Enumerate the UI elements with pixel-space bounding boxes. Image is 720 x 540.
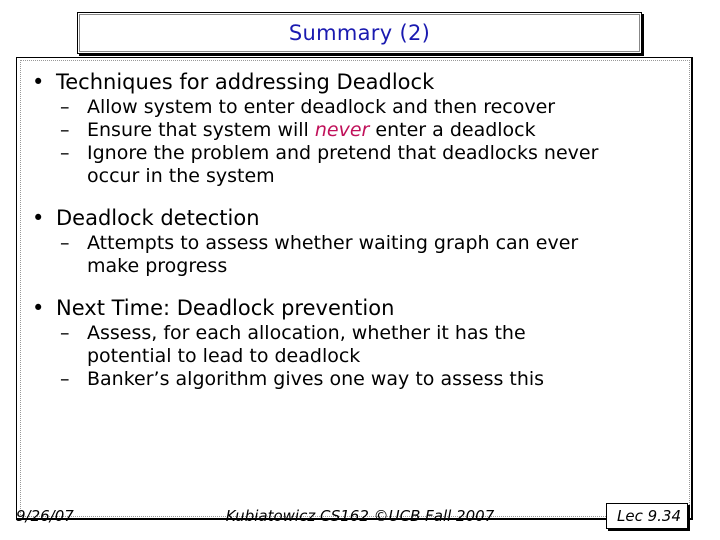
slide-title-box	[77, 12, 642, 54]
footer-lecture: Lec 9.34	[617, 507, 681, 525]
emphasis-never: never	[314, 119, 370, 141]
bullet-text: Deadlock detection	[56, 206, 260, 230]
sub-bullet-text-line1: Attempts to assess whether waiting graph can ever	[87, 232, 579, 254]
sub-bullet-text-post: enter a deadlock	[369, 119, 536, 141]
sub-bullet-text-line1: Ignore the problem and pretend that deadlocks never	[87, 142, 599, 164]
dash-icon: –	[60, 368, 70, 390]
bullet-icon: •	[32, 206, 45, 230]
sub-bullet-text-line2: make progress	[87, 255, 228, 277]
sub-bullet-text: Banker’s algorithm gives one way to assess this	[87, 368, 545, 390]
footer-lecture-box	[606, 503, 688, 529]
dash-icon: –	[60, 96, 70, 118]
sub-bullet-text-line2: occur in the system	[87, 165, 275, 187]
sub-bullet-allow	[30, 96, 690, 119]
bullet-techniques	[30, 68, 690, 96]
sub-bullet-assess	[30, 322, 690, 368]
sub-bullet-attempts	[30, 232, 690, 278]
bullet-text: Techniques for addressing Deadlock	[56, 70, 435, 94]
sub-bullet-ensure	[30, 119, 690, 142]
slide-title: Summary (2)	[288, 21, 431, 45]
bullet-detection	[30, 204, 690, 232]
dash-icon: –	[60, 119, 70, 141]
slide-body	[30, 62, 690, 391]
sub-bullet-text-line1: Assess, for each allocation, whether it has the	[87, 322, 526, 344]
sub-bullet-text-line2: potential to lead to deadlock	[87, 345, 361, 367]
bullet-text: Next Time: Deadlock prevention	[56, 296, 395, 320]
dash-icon: –	[60, 322, 70, 344]
sub-bullet-text-pre: Ensure that system will	[87, 119, 315, 141]
dash-icon: –	[60, 232, 70, 254]
footer-date: 9/26/07	[16, 507, 74, 525]
sub-bullet-bankers	[30, 368, 690, 391]
footer-course: Kubiatowicz CS162 ©UCB Fall 2007	[225, 507, 495, 525]
bullet-next-time	[30, 294, 690, 322]
sub-bullet-ignore	[30, 142, 690, 188]
bullet-icon: •	[32, 296, 45, 320]
sub-bullet-text: Allow system to enter deadlock and then recover	[87, 96, 556, 118]
bullet-icon: •	[32, 70, 45, 94]
dash-icon: –	[60, 142, 70, 164]
